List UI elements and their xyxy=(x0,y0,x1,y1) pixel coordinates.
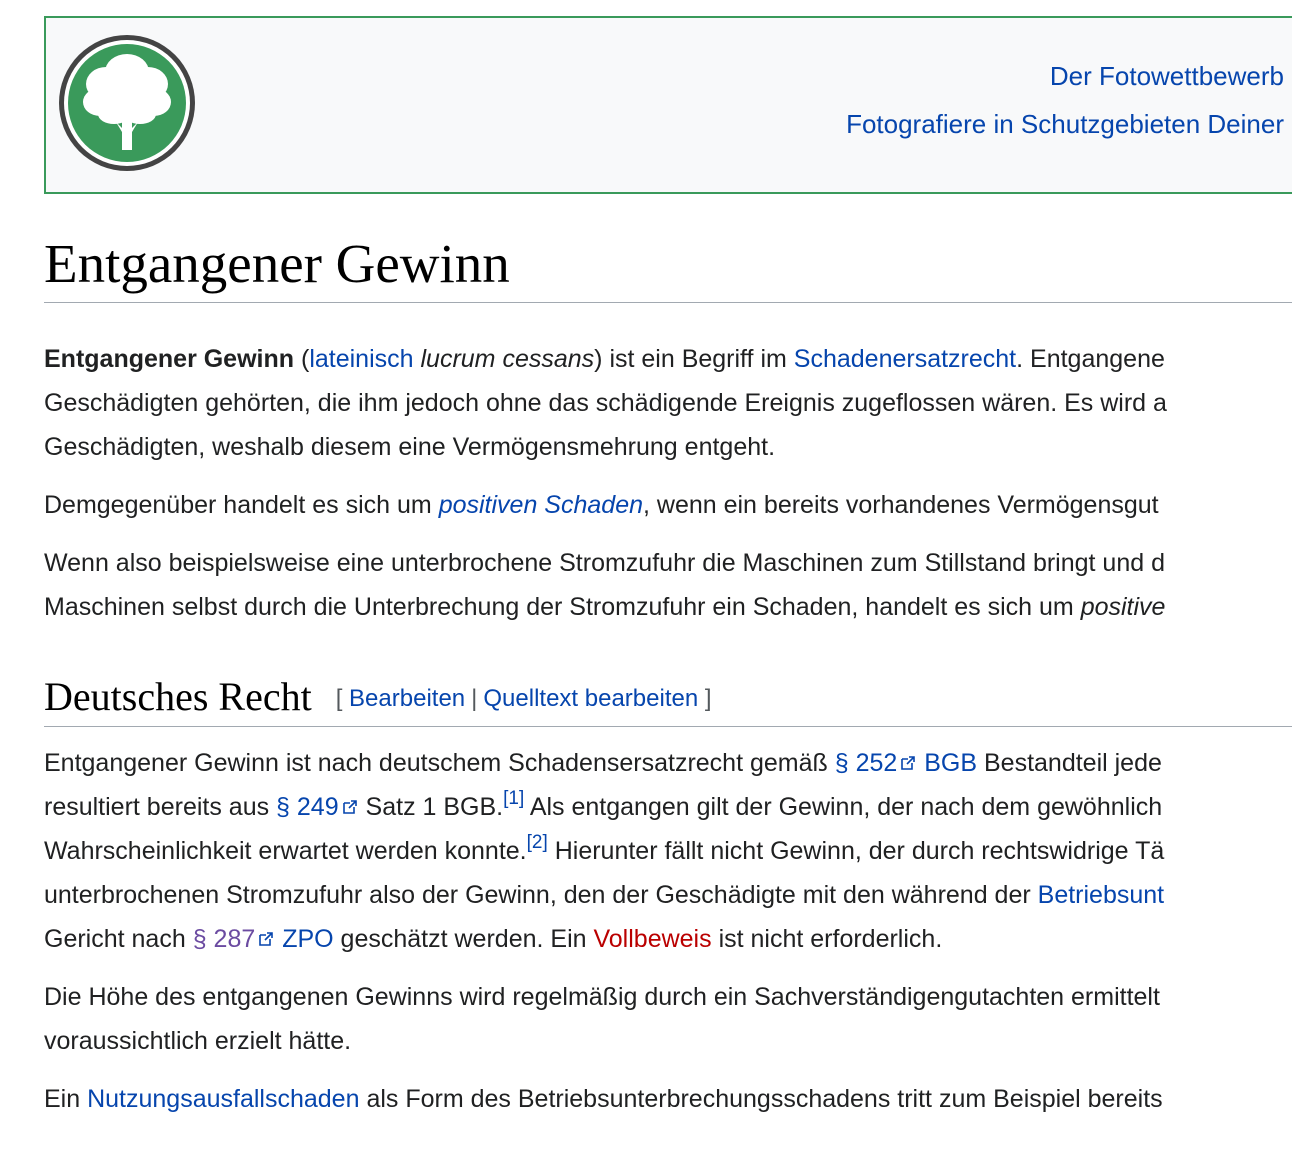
text: . Entgangene xyxy=(1016,345,1165,373)
bracket-open: [ xyxy=(335,685,343,712)
intro-paragraph-1 xyxy=(44,337,1292,469)
text: Wenn also beispielsweise eine unterbrochene Stromzufuhr die Maschinen zum Stillstand bringt und d xyxy=(44,549,1165,577)
reference-1[interactable]: [1] xyxy=(503,788,525,809)
reference-2[interactable]: [2] xyxy=(526,832,548,853)
link-schadenersatzrecht[interactable]: Schadenersatzrecht xyxy=(793,345,1017,373)
edit-section-links xyxy=(336,685,712,712)
body-paragraph-1 xyxy=(44,741,1292,961)
text: Satz 1 BGB. xyxy=(358,793,504,821)
photo-contest-banner xyxy=(44,16,1292,194)
text: Entgangener Gewinn ist nach deutschem Schadensersatzrecht gemäß xyxy=(44,749,835,777)
link-lateinisch[interactable]: lateinisch xyxy=(309,345,414,373)
section-title: Deutsches Recht xyxy=(44,674,312,719)
text: ) ist ein Begriff im xyxy=(594,345,794,373)
tree-icon[interactable] xyxy=(56,32,198,174)
text: , wenn ein bereits vorhandenes Vermögensgut xyxy=(643,491,1159,519)
text: Demgegenüber handelt es sich um xyxy=(44,491,439,519)
section-heading-deutsches-recht xyxy=(44,670,1292,727)
link-paragraph-287[interactable] xyxy=(193,925,276,953)
body-paragraph-3 xyxy=(44,1077,1292,1121)
text: Maschinen selbst durch die Unterbrechung der Stromzufuhr ein Schaden, handelt es sich um xyxy=(44,593,1081,621)
text: ( xyxy=(294,345,310,373)
text: Bestandteil jede xyxy=(977,749,1162,777)
external-link-icon xyxy=(257,930,275,948)
link-betriebsunterbrechung[interactable]: Betriebsunt xyxy=(1037,881,1165,909)
bold-term: Entgangener Gewinn xyxy=(44,345,295,373)
text: Wahrscheinlichkeit erwartet werden konnte. xyxy=(44,837,527,865)
link-text: § 249 xyxy=(276,793,339,821)
text: resultiert bereits aus xyxy=(44,793,277,821)
banner-link-contest[interactable]: Der Fotowettbewerb xyxy=(1049,61,1284,91)
link-paragraph-249[interactable] xyxy=(276,793,359,821)
link-text: § 252 xyxy=(834,749,898,777)
text: geschätzt werden. Ein xyxy=(333,925,594,953)
text: Geschädigten gehörten, die ihm jedoch ohne das schädigende Ereignis zugeflossen wären. Es wird a xyxy=(44,389,1167,417)
italic-term: positive xyxy=(1080,593,1166,621)
link-zpo[interactable]: ZPO xyxy=(282,925,334,953)
text: Geschädigten, weshalb diesem eine Vermögensmehrung entgeht. xyxy=(44,433,776,461)
link-text: § 287 xyxy=(192,925,256,953)
bracket-close: ] xyxy=(704,685,712,712)
external-link-icon xyxy=(899,754,917,772)
text: unterbrochenen Stromzufuhr also der Gewinn, den der Geschädigte mit den während der xyxy=(44,881,1038,909)
link-vollbeweis[interactable]: Vollbeweis xyxy=(593,925,712,953)
link-nutzungsausfallschaden[interactable]: Nutzungsausfallschaden xyxy=(87,1085,360,1113)
text: Hierunter fällt nicht Gewinn, der durch rechtswidrige Tä xyxy=(547,837,1165,865)
link-positiver-schaden[interactable]: positiven Schaden xyxy=(438,491,643,519)
banner-text xyxy=(846,58,1284,148)
link-paragraph-252[interactable] xyxy=(835,749,918,777)
text: als Form des Betriebsunterbrechungsschadens tritt zum Beispiel bereits xyxy=(359,1085,1163,1113)
text: Gericht nach xyxy=(44,925,193,953)
text: ist nicht erforderlich. xyxy=(711,925,943,953)
banner-link-protected-areas[interactable]: Fotografiere in Schutzgebieten Deiner xyxy=(846,109,1284,139)
separator: | xyxy=(471,685,478,712)
text: voraussichtlich erzielt hätte. xyxy=(44,1027,352,1055)
page-title: Entgangener Gewinn xyxy=(44,228,1292,303)
edit-link[interactable]: Bearbeiten xyxy=(349,685,466,712)
intro-paragraph-3 xyxy=(44,541,1292,629)
body-paragraph-2 xyxy=(44,975,1292,1063)
latin-term: lucrum cessans xyxy=(413,345,595,373)
external-link-icon xyxy=(341,798,359,816)
text: Ein xyxy=(44,1085,88,1113)
text: Als entgangen gilt der Gewinn, der nach dem gewöhnlich xyxy=(524,793,1163,821)
link-bgb[interactable]: BGB xyxy=(924,749,978,777)
edit-source-link[interactable]: Quelltext bearbeiten xyxy=(483,685,699,712)
text: Die Höhe des entgangenen Gewinns wird regelmäßig durch ein Sachverständigengutachten ermittelt xyxy=(44,983,1160,1011)
intro-paragraph-2 xyxy=(44,483,1292,527)
